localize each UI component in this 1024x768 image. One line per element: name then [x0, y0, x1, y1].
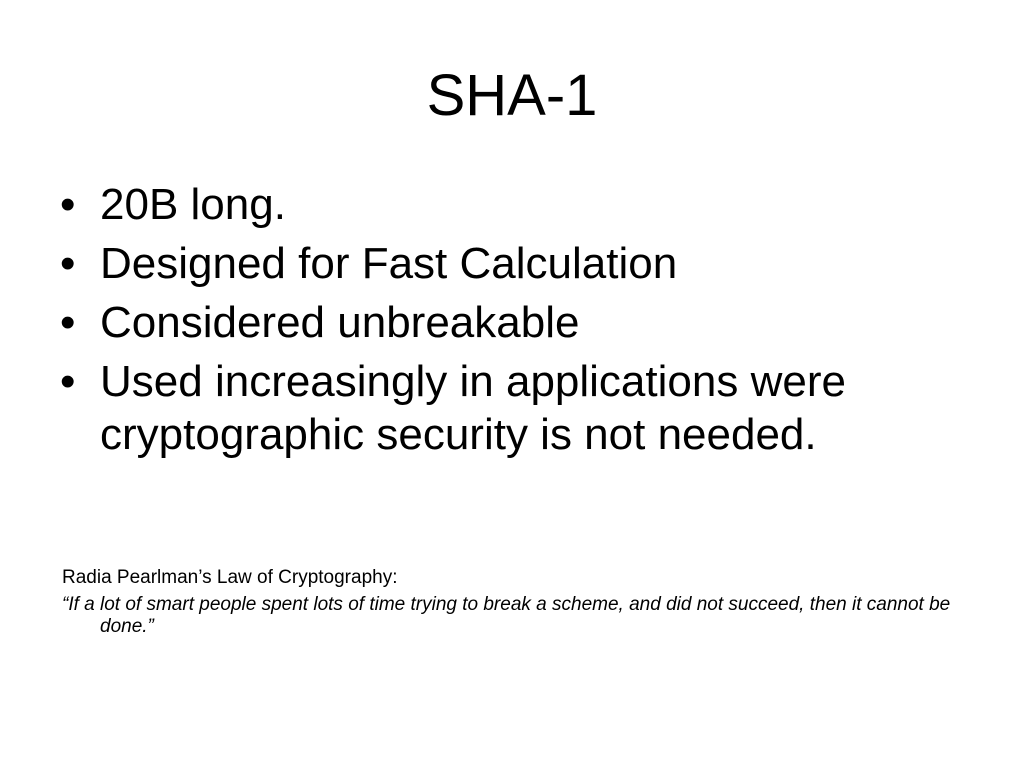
bullet-text: Considered unbreakable	[100, 298, 580, 347]
law-heading: Radia Pearlman’s Law of Cryptography:	[62, 567, 398, 588]
bullet-text: 20B long.	[100, 180, 286, 229]
bullet-icon: •	[60, 298, 76, 347]
bullet-text: Designed for Fast Calculation	[100, 239, 678, 288]
law-quote: “If a lot of smart people spent lots of time trying to break a scheme, and did not succeed, then it cannot be done.”	[62, 594, 951, 637]
bullet-item	[60, 237, 960, 290]
bullet-icon: •	[60, 239, 76, 288]
bullet-list	[60, 178, 960, 467]
bullet-icon: •	[60, 357, 76, 406]
bullet-item	[60, 178, 960, 231]
bullet-item	[60, 296, 960, 349]
bullet-icon: •	[60, 180, 76, 229]
slide-title: SHA-1	[426, 63, 598, 128]
bullet-item	[60, 355, 960, 461]
bullet-text: Used increasingly in applications were cryptographic security is not needed.	[100, 357, 846, 459]
